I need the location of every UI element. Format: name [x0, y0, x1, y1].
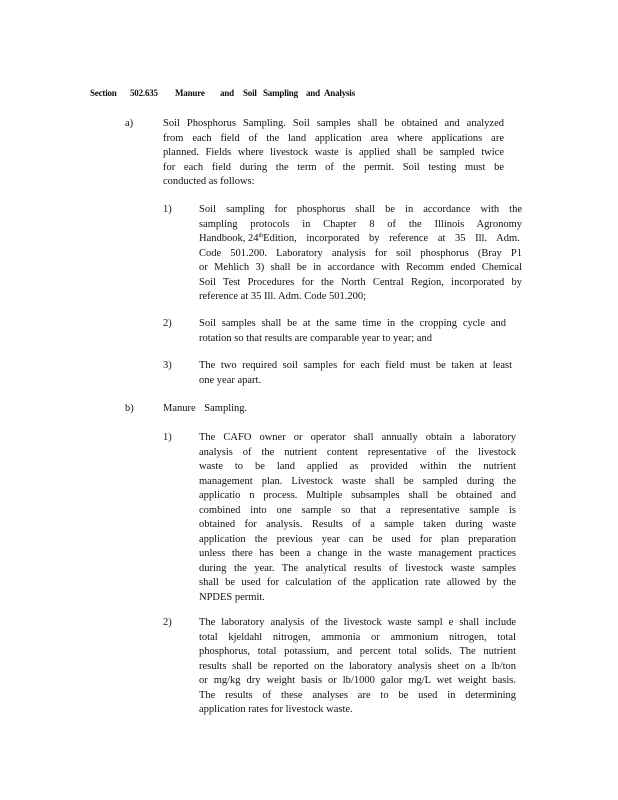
paragraph-line: during the year. The analytical results of livestock waste samples — [199, 562, 516, 574]
item-b2-marker: 2) — [163, 617, 172, 628]
paragraph-line: The results of these analyses are to be used in determining — [199, 689, 516, 701]
heading-section-word: Section — [90, 88, 117, 98]
paragraph-line: application the previous year can be used for plan preparation — [199, 533, 516, 545]
edition-superscript: th — [258, 233, 264, 239]
item-a1-marker: 1) — [163, 204, 172, 215]
section-heading — [90, 88, 355, 98]
paragraph-line: applicatio n process. Multiple subsamples shall be obtained and — [199, 490, 516, 501]
paragraph-line-with-superscript — [199, 232, 522, 247]
item-b1-paragraph — [199, 431, 516, 605]
paragraph-line: reference at 35 Ill. Adm. Code 501.200; — [199, 291, 367, 302]
edition-number: Handbook, 24 — [199, 233, 259, 244]
paragraph-line: from each field of the land application area where applications are — [163, 132, 504, 144]
paragraph-line: The two required soil samples for each field must be taken at least — [199, 360, 512, 371]
item-a2-paragraph — [199, 317, 506, 346]
heading-and-1: and — [220, 88, 234, 98]
part-b-marker: b) — [125, 403, 134, 414]
item-b2-paragraph — [199, 616, 516, 718]
paragraph-line: for each field during the term of the permit. Soil testing must be — [163, 161, 504, 173]
edition-rest: Edition, incorporated by reference at 35 Ill. Adm. — [263, 233, 520, 244]
heading-section-number: 502.635 — [130, 88, 158, 98]
paragraph-line: Soil Test Procedures for the North Central Region, incorporated by — [199, 276, 522, 288]
paragraph-line: conducted as follows: — [163, 176, 255, 187]
paragraph-line: or mg/kg dry weight basis or lb/1000 galor mg/L wet weight basis. — [199, 675, 516, 686]
heading-soil: Soil — [243, 88, 257, 98]
paragraph-line: The laboratory analysis of the livestock waste sampl e shall include — [199, 617, 516, 628]
paragraph-line: Soil Phosphorus Sampling. Soil samples shall be obtained and analyzed — [163, 118, 504, 129]
item-a3-paragraph — [199, 359, 512, 388]
heading-and-2: and — [306, 88, 320, 98]
paragraph-line: application rates for livestock waste. — [199, 704, 353, 715]
paragraph-line: management plan. Livestock waste shall be sampled during the — [199, 475, 516, 487]
item-a1-paragraph — [199, 203, 522, 305]
paragraph-line: Soil samples shall be at the same time in the cropping cycle and — [199, 318, 506, 329]
paragraph-line: obtained for analysis. Results of a sample taken during waste — [199, 519, 516, 530]
part-b-title-text: Manure Sampling. — [163, 403, 248, 414]
part-a-marker: a) — [125, 118, 134, 129]
paragraph-line: The CAFO owner or operator shall annually obtain a laboratory — [199, 432, 516, 443]
paragraph-line: total kjeldahl nitrogen, ammonia or ammonium nitrogen, total — [199, 631, 516, 643]
heading-sampling: Sampling — [263, 88, 298, 98]
paragraph-line: analysis of the nutrient content representative of the livestock — [199, 446, 516, 458]
paragraph-line: rotation so that results are comparable year to year; and — [199, 332, 432, 344]
item-a2-marker: 2) — [163, 318, 172, 329]
paragraph-line: sampling protocols in Chapter 8 of the Illinois Agronomy — [199, 218, 522, 230]
part-b-title — [163, 402, 363, 417]
paragraph-line: or Mehlich 3) shall be in accordance with Recomm ended Chemical — [199, 262, 522, 273]
paragraph-line: one year apart. — [199, 374, 262, 386]
paragraph-line: Soil sampling for phosphorus shall be in accordance with the — [199, 204, 522, 215]
item-a3-marker: 3) — [163, 360, 172, 371]
paragraph-line: NPDES permit. — [199, 591, 265, 603]
paragraph-line: phosphorus, total potassium, and percent total solids. The nutrient — [199, 646, 516, 657]
item-b1-marker: 1) — [163, 432, 172, 443]
heading-analysis: Analysis — [324, 88, 355, 98]
paragraph-line: waste to be land applied as provided within the nutrient — [199, 461, 516, 472]
paragraph-line: unless there has been a change in the waste management practices — [199, 548, 516, 559]
paragraph-line: results shall be reported on the laboratory analysis sheet on a lb/ton — [199, 660, 516, 672]
heading-manure: Manure — [175, 88, 205, 98]
paragraph-line: combined into one sample so that a representative sample is — [199, 504, 516, 516]
paragraph-line: Code 501.200. Laboratory analysis for soil phosphorus (Bray P1 — [199, 247, 522, 259]
paragraph-line: shall be used for calculation of the application rate allowed by the — [199, 577, 516, 588]
part-a-paragraph — [163, 117, 504, 190]
paragraph-line: planned. Fields where livestock waste is applied shall be sampled twice — [163, 147, 504, 158]
